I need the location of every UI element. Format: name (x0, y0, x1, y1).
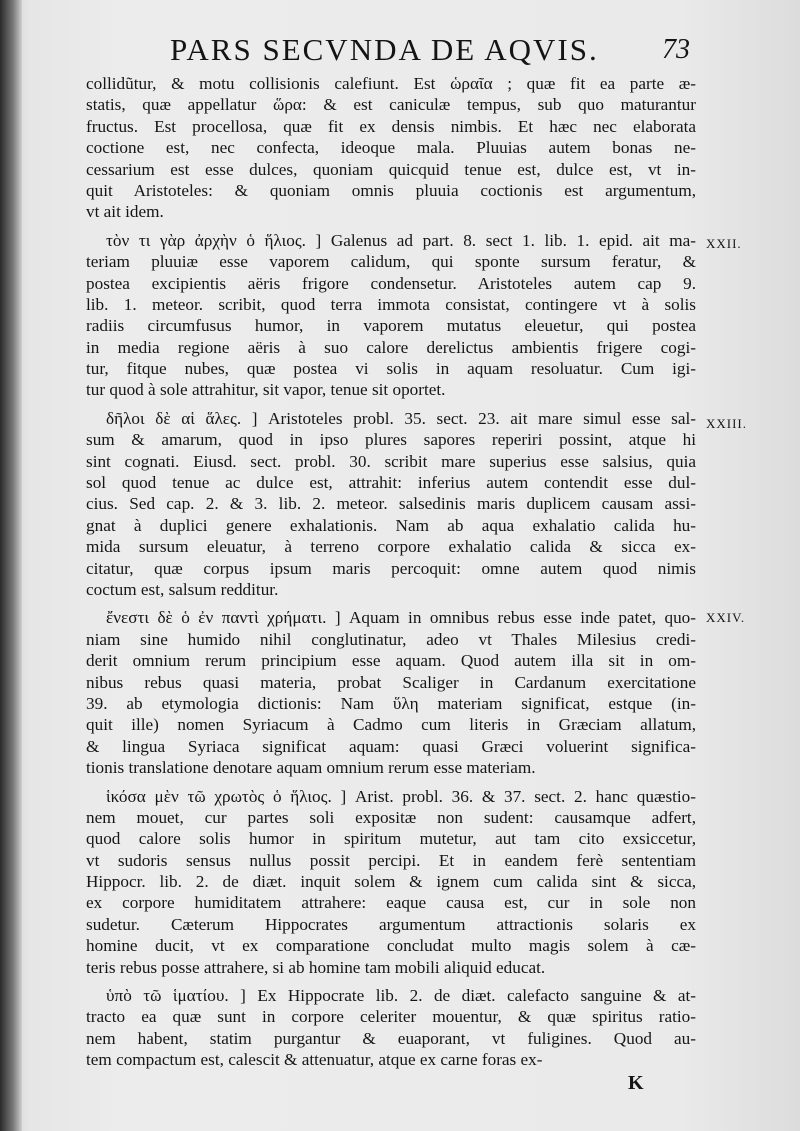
text-line: statis, quæ appellatur ὥρα: & est caniculæ tempus, sub quo maturantur (86, 95, 696, 115)
binding-gutter (0, 0, 22, 1131)
text-line: cessarium est esse dulces, quoniam quicquid tenue est, dulce est, vt in- (86, 159, 696, 179)
signature-mark: K (628, 1072, 644, 1094)
text-line: nem mouet, cur partes soli expositæ non sudent: causamque adfert, (86, 807, 696, 827)
section-gap (86, 779, 696, 786)
text-line: 39. ab etymologia dictionis: Nam ὕλη materiam significat, estque (in- (86, 693, 696, 713)
text-line: tracto ea quæ sunt in corpore celeriter mouentur, & quæ spiritus ratio- (86, 1007, 696, 1027)
text-line: radiis circumfusus humor, in vaporem mutatus eleuetur, qui postea (86, 316, 696, 336)
running-head: PARS SECVNDA DE AQVIS. (170, 32, 599, 67)
text-line: Hippocr. lib. 2. de diæt. inquit solem & ignem cum calida sint & sicca, (86, 872, 696, 892)
text-line: derit omnium rerum principium esse aquam. Quod autem illa sit in om- (86, 651, 696, 671)
text-line: postea excipientis aëris frigore condensetur. Aristoteles autem cap 9. (86, 273, 696, 293)
section-gap (86, 600, 696, 607)
section-gap (86, 223, 696, 230)
text-line: tionis translatione denotare aquam omnium rerum esse materiam. (86, 758, 536, 778)
text-line: nibus rebus quasi materia, probat Scaliger in Cardanum exercitatione (86, 672, 696, 692)
text-line: fructus. Est procellosa, quæ fit ex densis nimbis. Et hæc nec elaborata (86, 116, 696, 136)
lemma-line: ὑπὸ τῶ ἱματίου. ] Ex Hippocrate lib. 2. de diæt. calefacto sanguine & at- (106, 986, 696, 1006)
text-line: lib. 1. meteor. scribit, quod terra immota consistat, contingere vt à solis (86, 294, 696, 314)
marginal-number: XXIV. (706, 610, 746, 625)
text-line: citatur, quæ corpus ipsum maris percoquit: omne autem quod nimis (86, 558, 696, 578)
text-line: cius. Sed cap. 2. & 3. lib. 2. meteor. salsedinis maris duplicem causam assi- (86, 494, 696, 514)
text-line: sint cognati. Eiusd. sect. probl. 30. scribit mare superius esse salsius, quia (86, 451, 696, 471)
lemma-line: τὸν τι γὰρ ἀρχὴν ὁ ἥλιος. ] Galenus ad part. 8. sect 1. lib. 1. epid. ait ma- (106, 230, 696, 250)
text-line: quit Aristoteles: & quoniam omnis pluuia coctionis est argumentum, (86, 180, 696, 200)
text-line: coctione est, nec confecta, ideoque mala. Pluuias autem bonas ne- (86, 138, 696, 158)
text-line: sudetur. Cæterum Hippocrates argumentum attractionis solaris ex (86, 914, 696, 934)
text-line: quit ille) nomen Syriacum à Cadmo cum literis in Græciam allatum, (86, 715, 696, 735)
text-line: quod calore solis humor in spiritum mutetur, aut tam cito exsiccetur, (86, 829, 696, 849)
marginal-number: XXII. (706, 236, 742, 251)
text-line: teriam pluuiæ esse vaporem calidum, qui sponte sursum feratur, & (86, 252, 696, 272)
text-line: collidũtur, & motu collisionis calefiunt. Est ὡραῖα ; quæ fit ea parte æ- (86, 74, 696, 93)
text-line: nem habent, statim purgantur & euaporant, vt fuligines. Quod au- (86, 1028, 696, 1048)
text-line: sol quod tenue ac dulce est, attrahit: inferius autem contendit esse dul- (86, 473, 696, 493)
text-line: vt ait idem. (86, 202, 164, 222)
text-line: mida sursum eleuatur, à terreno corpore exhalatio calida & sicca ex- (86, 537, 696, 557)
text-line: gnat à duplici genere exhalationis. Nam ab aqua exhalatio calida hu- (86, 515, 696, 535)
lemma-line: δῆλοι δὲ αἱ ἅλες. ] Aristoteles probl. 35. sect. 23. ait mare simul esse sal- (106, 408, 696, 428)
section-gap (86, 401, 696, 408)
text-line: coctum est, salsum redditur. (86, 579, 279, 599)
text-line: sum & amarum, quod in ipso plures sapores reperiri possint, atque hi (86, 430, 696, 450)
text-line: niam sine humido nihil conglutinatur, adeo vt Thales Milesius credi- (86, 629, 696, 649)
text-line: in media regione aëris à suo calore derelictus ambientis frigere cogi- (86, 337, 696, 357)
page-number: 73 (662, 34, 690, 65)
text-line: homine ducit, vt ex comparatione concludat multo magis solem à cæ- (86, 936, 696, 956)
text-line: & lingua Syriaca significat aquam: quasi Græci voluerint significa- (86, 736, 696, 756)
lemma-line: ἱκόσα μὲν τῶ χρωτὸς ὁ ἥλιος. ] Arist. probl. 36. & 37. sect. 2. hanc quæstio- (106, 786, 696, 806)
text-line: tem compactum est, calescit & attenuatur, atque ex carne foras ex- (86, 1050, 543, 1070)
text-line: ex corpore humiditatem attrahere: eaque causa est, cur in sole non (86, 893, 696, 913)
lemma-line: ἔνεστι δὲ ὁ ἐν παντὶ χρήματι. ] Aquam in omnibus rebus esse inde patet, quo- (106, 608, 696, 628)
page-header (170, 32, 690, 72)
section-gap (86, 978, 696, 985)
text-line: tur, fitque nubes, quæ postea vi solis in aquam resoluatur. Cum igi- (86, 359, 696, 379)
text-line: vt sudoris sensus nullus possit percipi. Et in eandem ferè sententiam (86, 850, 696, 870)
text-line: teris rebus posse attrahere, si ab homine tam mobili aliquid educat. (86, 957, 546, 977)
text-line: tur quod à sole attrahitur, sit vapor, tenue sit oportet. (86, 380, 446, 400)
body-text (86, 73, 696, 1071)
marginal-number: XXIII. (706, 416, 748, 431)
